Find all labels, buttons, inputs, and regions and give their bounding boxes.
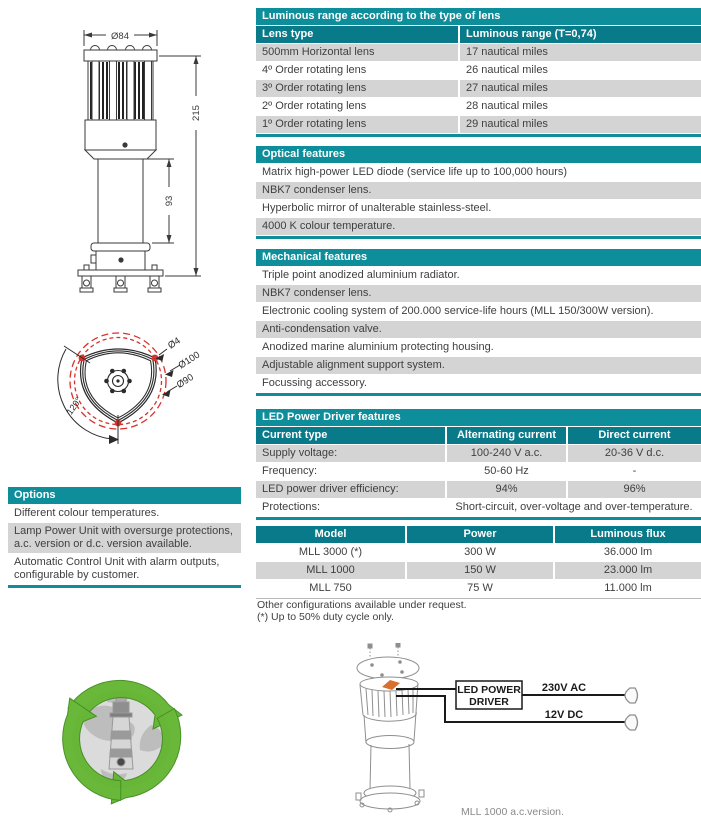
table-row xyxy=(256,562,701,579)
feature-row: Anodized marine aluminium protecting housing. xyxy=(256,339,701,356)
table-header-row xyxy=(256,526,701,543)
table-cell: 100-240 V a.c. xyxy=(445,445,566,462)
table-cell: 1º Order rotating lens xyxy=(256,116,458,133)
table-cell: 29 nautical miles xyxy=(458,116,701,133)
table-cell: 50-60 Hz xyxy=(445,463,566,480)
section-title-luminous: Luminous range according to the type of lens xyxy=(256,8,701,25)
table-cell: 500mm Horizontal lens xyxy=(256,44,458,61)
feature-row: Matrix high-power LED diode (service life up to 100,000 hours) xyxy=(256,164,701,181)
lamp-3d-drawing xyxy=(356,643,424,812)
optical-features-section xyxy=(256,146,701,239)
table-row xyxy=(256,116,701,133)
ac-label: 230V AC xyxy=(541,682,587,694)
header-cell: Power xyxy=(405,526,553,543)
table-cell: 4º Order rotating lens xyxy=(256,62,458,79)
table-row xyxy=(256,544,701,561)
top-view-drawing xyxy=(50,303,245,461)
dim-width-label: Ø84 xyxy=(111,31,129,42)
table-row xyxy=(256,445,701,462)
feature-row: Triple point anodized aluminium radiator. xyxy=(256,267,701,284)
table-header-row xyxy=(256,26,701,43)
dim-height-label: 215 xyxy=(191,105,202,121)
dim-hole-label: Ø4 xyxy=(165,335,183,352)
table-row xyxy=(256,499,701,516)
header-cell: Luminous range (T=0,74) xyxy=(458,26,701,43)
note-line: Other configurations available under request. xyxy=(257,599,467,611)
header-cell: Lens type xyxy=(256,26,458,43)
side-view-drawing xyxy=(55,18,230,296)
table-cell: Short-circuit, over-voltage and over-temperature. xyxy=(445,499,701,516)
feature-row: Lamp Power Unit with oversurge protections, a.c. version or d.c. version available. xyxy=(8,523,241,553)
section-title-mechanical: Mechanical features xyxy=(256,249,701,266)
table-cell: MLL 750 xyxy=(256,580,405,597)
wiring-diagram xyxy=(340,643,701,824)
feature-row: Hyperbolic mirror of unalterable stainless-steel. xyxy=(256,200,701,217)
section-title-options: Options xyxy=(8,487,241,504)
table-cell: 26 nautical miles xyxy=(458,62,701,79)
dc-label: 12V DC xyxy=(544,709,584,721)
table-row xyxy=(256,481,701,498)
feature-row: NBK7 condenser lens. xyxy=(256,182,701,199)
table-cell: 23.000 lm xyxy=(553,562,701,579)
feature-row: Focussing accessory. xyxy=(256,375,701,392)
table-cell: 2º Order rotating lens xyxy=(256,98,458,115)
feature-row: Adjustable alignment support system. xyxy=(256,357,701,374)
feature-row: Automatic Control Unit with alarm outputs, configurable by customer. xyxy=(8,554,241,584)
table-cell: 150 W xyxy=(405,562,553,579)
feature-row: Electronic cooling system of 200.000 service-life hours (MLL 150/300W version). xyxy=(256,303,701,320)
table-cell: 3º Order rotating lens xyxy=(256,80,458,97)
table-row xyxy=(256,62,701,79)
header-cell: Current type xyxy=(256,427,445,444)
feature-row: Different colour temperatures. xyxy=(8,505,241,522)
header-cell: Model xyxy=(256,526,405,543)
table-cell: Supply voltage: xyxy=(256,445,445,462)
dim-mid-label: 93 xyxy=(164,195,175,207)
led-driver-table xyxy=(256,409,701,520)
lighthouse xyxy=(109,697,133,769)
table-bottom-rule xyxy=(256,517,701,520)
note-line: (*) Up to 50% duty cycle only. xyxy=(257,610,394,623)
table-row xyxy=(256,463,701,480)
table-cell: 75 W xyxy=(405,580,553,597)
table-row xyxy=(256,98,701,115)
table-cell: 300 W xyxy=(405,544,553,561)
table-cell: 28 nautical miles xyxy=(458,98,701,115)
luminous-range-table xyxy=(256,8,701,137)
table-cell: LED power driver efficiency: xyxy=(256,481,445,498)
header-cell: Alternating current xyxy=(445,427,566,444)
mechanical-features-section xyxy=(256,249,701,396)
dim-outer-label: Ø100 xyxy=(176,349,203,372)
header-cell: Luminous flux xyxy=(553,526,701,543)
header-cell: Direct current xyxy=(566,427,701,444)
table-bottom-rule xyxy=(8,585,241,588)
options-section xyxy=(8,487,241,588)
table-cell: 36.000 lm xyxy=(553,544,701,561)
table-cell: 20-36 V d.c. xyxy=(566,445,701,462)
table-bottom-rule xyxy=(256,393,701,396)
driver-box-label-line1: LED POWER xyxy=(457,684,521,696)
table-cell: MLL 3000 (*) xyxy=(256,544,405,561)
table-cell: Protections: xyxy=(256,499,445,516)
table-cell: 27 nautical miles xyxy=(458,80,701,97)
table-cell: Frequency: xyxy=(256,463,445,480)
model-table xyxy=(256,526,701,599)
table-cell: MLL 1000 xyxy=(256,562,405,579)
section-title-driver: LED Power Driver features xyxy=(256,409,701,426)
section-title-optical: Optical features xyxy=(256,146,701,163)
table-cell: 17 nautical miles xyxy=(458,44,701,61)
wiring-caption: MLL 1000 a.c.version. xyxy=(461,806,564,818)
table-cell: 94% xyxy=(445,481,566,498)
dim-inner-label: Ø90 xyxy=(174,371,196,391)
recycle-earth-logo xyxy=(55,663,195,815)
table-bottom-rule xyxy=(256,236,701,239)
table-row xyxy=(256,580,701,597)
table-cell: 96% xyxy=(566,481,701,498)
feature-row: Anti-condensation valve. xyxy=(256,321,701,338)
table-cell: - xyxy=(566,463,701,480)
table-notes xyxy=(257,600,467,623)
feature-row: NBK7 condenser lens. xyxy=(256,285,701,302)
driver-box-label-line2: DRIVER xyxy=(469,696,509,708)
plug-connectors xyxy=(625,688,638,730)
table-cell: 11.000 lm xyxy=(553,580,701,597)
table-row xyxy=(256,44,701,61)
dim-angle-label: 120° xyxy=(64,395,84,417)
feature-row: 4000 K colour temperature. xyxy=(256,218,701,235)
table-header-row xyxy=(256,427,701,444)
table-bottom-rule xyxy=(256,134,701,137)
table-row xyxy=(256,80,701,97)
